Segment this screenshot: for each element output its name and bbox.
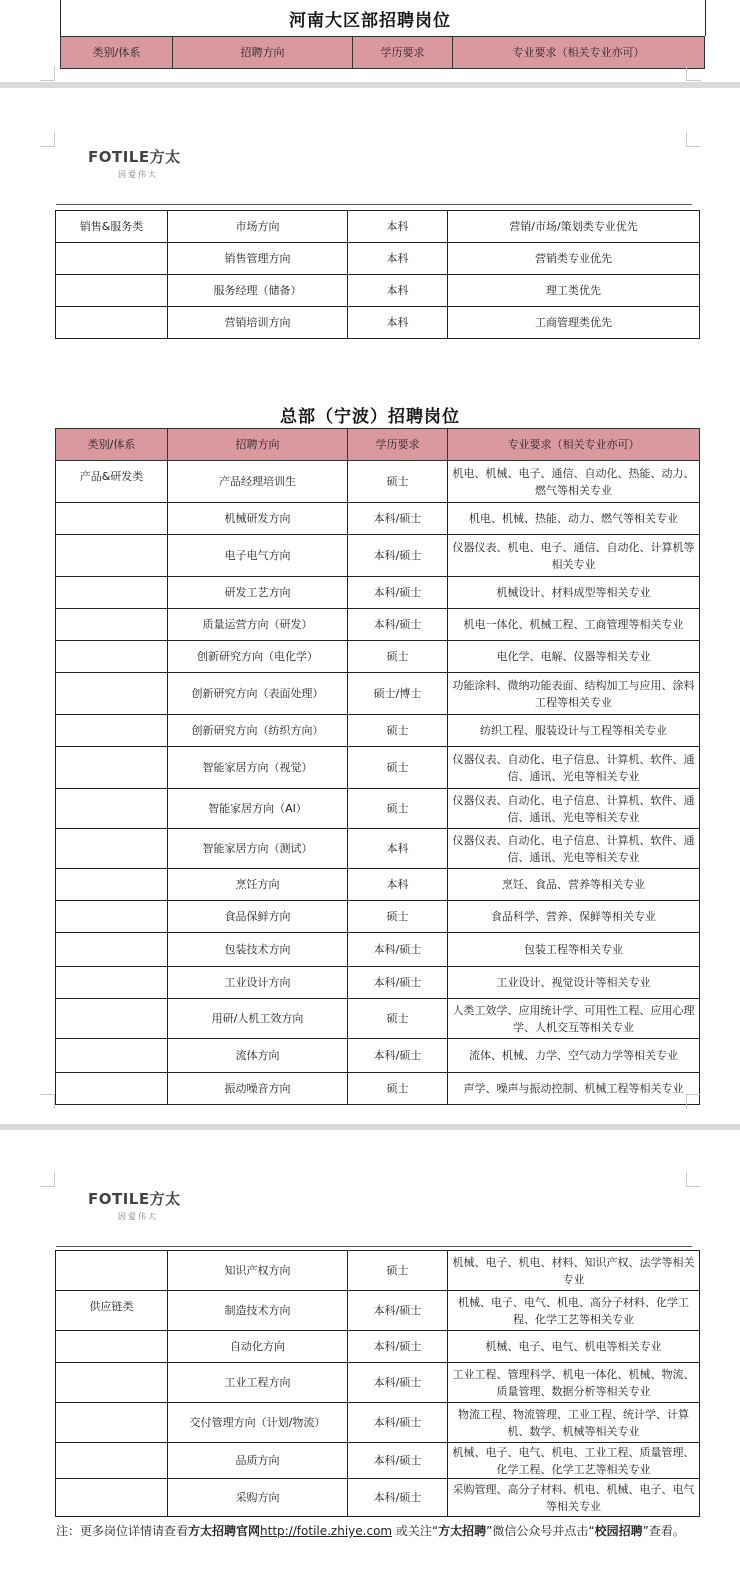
cell-education: 本科 <box>348 243 448 275</box>
cell-category <box>56 275 168 307</box>
table-row <box>56 535 700 577</box>
cell-education: 本科/硕士 <box>348 967 448 999</box>
cell-category <box>56 1251 168 1291</box>
footnote-prefix: 注：更多岗位详情请查看 <box>56 1524 189 1538</box>
header-rule <box>56 204 692 205</box>
cell-direction: 创新研究方向（电化学） <box>168 641 348 673</box>
cell-major: 人类工效学、应用统计学、可用性工程、应用心理学、人机交互等相关专业 <box>448 999 700 1039</box>
henan-header-table <box>60 36 705 69</box>
cell-direction: 知识产权方向 <box>168 1251 348 1291</box>
cell-direction: 创新研究方向（表面处理） <box>168 673 348 715</box>
cell-education: 本科/硕士 <box>348 1363 448 1403</box>
cell-category <box>56 307 168 339</box>
cell-category <box>56 641 168 673</box>
table-row <box>56 869 700 901</box>
cell-major: 声学、噪声与振动控制、机械工程等相关专业 <box>448 1073 700 1105</box>
cell-education: 硕士 <box>348 1073 448 1105</box>
table-row <box>56 967 700 999</box>
table-row <box>56 211 700 243</box>
cell-category <box>56 577 168 609</box>
table-row <box>56 999 700 1039</box>
cell-education: 硕士 <box>348 461 448 503</box>
cell-direction: 市场方向 <box>168 211 348 243</box>
cell-major: 机电、机械、电子、通信、自动化、热能、动力、燃气等相关专业 <box>448 461 700 503</box>
cell-category <box>56 999 168 1039</box>
cell-education: 本科/硕士 <box>348 609 448 641</box>
cell-major: 工业工程、管理科学、机电一体化、机械、物流、质量管理、数据分析等相关专业 <box>448 1363 700 1403</box>
cell-direction: 品质方向 <box>168 1443 348 1479</box>
cell-category <box>56 901 168 933</box>
cell-category <box>56 789 168 829</box>
page-corner-mark <box>40 1094 55 1109</box>
cell-direction: 销售管理方向 <box>168 243 348 275</box>
page-corner-mark <box>40 132 55 147</box>
cell-education: 本科/硕士 <box>348 1291 448 1331</box>
recruit-site-link[interactable]: http://fotile.zhiye.com <box>260 1524 393 1538</box>
cell-direction: 包装技术方向 <box>168 933 348 967</box>
cell-education: 本科/硕士 <box>348 1331 448 1363</box>
henan-header-row <box>61 37 705 69</box>
cell-direction: 智能家居方向（测试） <box>168 829 348 869</box>
table-row <box>56 1479 700 1517</box>
table-row <box>56 1403 700 1443</box>
cell-education: 本科 <box>348 869 448 901</box>
cell-major: 仪器仪表、机电、电子、通信、自动化、计算机等相关专业 <box>448 535 700 577</box>
cell-direction: 服务经理（储备） <box>168 275 348 307</box>
cell-category <box>56 715 168 747</box>
page-separator <box>0 82 740 88</box>
table-row <box>56 1331 700 1363</box>
cell-direction: 振动噪音方向 <box>168 1073 348 1105</box>
cell-major: 机械、电子、机电、材料、知识产权、法学等相关专业 <box>448 1251 700 1291</box>
header-category: 类别/体系 <box>56 429 168 461</box>
fotile-logo <box>88 146 181 180</box>
table-row <box>56 673 700 715</box>
cell-education: 硕士 <box>348 789 448 829</box>
footnote-site-name: 方太招聘官网 <box>188 1524 261 1538</box>
cell-major: 包装工程等相关专业 <box>448 933 700 967</box>
hq-header-row <box>56 429 700 461</box>
cell-category <box>56 1331 168 1363</box>
cell-education: 硕士 <box>348 715 448 747</box>
cell-direction: 用研/人机工效方向 <box>168 999 348 1039</box>
page-corner-mark <box>40 66 55 81</box>
page-corner-mark <box>686 1094 701 1109</box>
table-row <box>56 789 700 829</box>
cell-category <box>56 1039 168 1073</box>
cell-education: 本科/硕士 <box>348 535 448 577</box>
cell-category: 产品&研发类 <box>56 461 168 503</box>
cell-direction: 采购方向 <box>168 1479 348 1517</box>
cell-education: 本科/硕士 <box>348 503 448 535</box>
table-row <box>56 609 700 641</box>
fotile-logo <box>88 1188 181 1222</box>
cell-major: 营销/市场/策划类专业优先 <box>448 211 700 243</box>
cell-category <box>56 933 168 967</box>
sales-table <box>55 210 700 339</box>
header-direction: 招聘方向 <box>173 37 353 69</box>
table-row <box>56 1251 700 1291</box>
cell-category <box>56 535 168 577</box>
footnote-mid: 或关注“ <box>392 1524 439 1538</box>
table-row <box>56 1363 700 1403</box>
page-corner-mark <box>686 1172 701 1187</box>
footnote-campus: 校园招聘 <box>594 1524 643 1538</box>
cell-major: 机械、电子、电气、机电等相关专业 <box>448 1331 700 1363</box>
page-corner-mark <box>686 66 701 81</box>
table-row <box>56 1443 700 1479</box>
cell-direction: 营销培训方向 <box>168 307 348 339</box>
cell-direction: 电子电气方向 <box>168 535 348 577</box>
cell-education: 硕士 <box>348 999 448 1039</box>
cell-education: 硕士 <box>348 747 448 789</box>
cell-education: 本科/硕士 <box>348 933 448 967</box>
header-major: 专业要求（相关专业亦可） <box>448 429 700 461</box>
table-row <box>56 747 700 789</box>
cell-education: 本科/硕士 <box>348 1403 448 1443</box>
cell-category <box>56 1363 168 1403</box>
cell-direction: 烹饪方向 <box>168 869 348 901</box>
cell-major: 采购管理、高分子材料、机电、机械、电子、电气等相关专业 <box>448 1479 700 1517</box>
cell-major: 纺织工程、服装设计与工程等相关专业 <box>448 715 700 747</box>
page-separator <box>0 1124 740 1130</box>
cell-category <box>56 503 168 535</box>
cell-category <box>56 967 168 999</box>
cell-direction: 产品经理培训生 <box>168 461 348 503</box>
cell-category <box>56 1443 168 1479</box>
cell-direction: 制造技术方向 <box>168 1291 348 1331</box>
cell-major: 工业设计、视觉设计等相关专业 <box>448 967 700 999</box>
supply-table <box>55 1250 700 1517</box>
header-education: 学历要求 <box>348 429 448 461</box>
logo-main-text: FOTILE方太 <box>88 1190 181 1208</box>
cell-major: 理工类优先 <box>448 275 700 307</box>
cell-direction: 自动化方向 <box>168 1331 348 1363</box>
footnote-mid2: ”微信公众号并点击“ <box>486 1524 595 1538</box>
cell-category <box>56 243 168 275</box>
cell-education: 本科 <box>348 829 448 869</box>
cell-category: 销售&服务类 <box>56 211 168 243</box>
cell-direction: 工业设计方向 <box>168 967 348 999</box>
cell-education: 硕士/博士 <box>348 673 448 715</box>
hq-table <box>55 428 700 1105</box>
cell-major: 食品科学、营养、保鲜等相关专业 <box>448 901 700 933</box>
logo-main-text: FOTILE方太 <box>88 148 181 166</box>
cell-direction: 智能家居方向（视觉） <box>168 747 348 789</box>
cell-major: 机械、电子、电气、机电、工业工程、质量管理、化学工程、化学工艺等相关专业 <box>448 1443 700 1479</box>
footnote-wechat: 方太招聘 <box>438 1524 487 1538</box>
page-corner-mark <box>40 1172 55 1187</box>
cell-major: 流体、机械、力学、空气动力学等相关专业 <box>448 1039 700 1073</box>
cell-education: 本科/硕士 <box>348 1039 448 1073</box>
cell-direction: 研发工艺方向 <box>168 577 348 609</box>
cell-major: 营销类专业优先 <box>448 243 700 275</box>
cell-direction: 机械研发方向 <box>168 503 348 535</box>
cell-direction: 交付管理方向（计划/物流） <box>168 1403 348 1443</box>
cell-direction: 质量运营方向（研发） <box>168 609 348 641</box>
cell-major: 机械、电子、电气、机电、高分子材料、化学工程、化学工艺等相关专业 <box>448 1291 700 1331</box>
cell-major: 烹饪、食品、营养等相关专业 <box>448 869 700 901</box>
cell-education: 硕士 <box>348 901 448 933</box>
cell-category <box>56 829 168 869</box>
cell-major: 工商管理类优先 <box>448 307 700 339</box>
footnote-suffix: ”查看。 <box>642 1524 685 1538</box>
header-major: 专业要求（相关专业亦可） <box>453 37 705 69</box>
table-row <box>56 933 700 967</box>
table-row <box>56 1073 700 1105</box>
footnote <box>56 1521 716 1541</box>
cell-category: 供应链类 <box>56 1291 168 1331</box>
cell-education: 本科 <box>348 211 448 243</box>
cell-category <box>56 1403 168 1443</box>
cell-major: 功能涂料、微纳功能表面、结构加工与应用、涂料工程等相关专业 <box>448 673 700 715</box>
cell-education: 本科/硕士 <box>348 577 448 609</box>
table-row <box>56 307 700 339</box>
cell-major: 机械设计、材料成型等相关专业 <box>448 577 700 609</box>
table-row <box>56 829 700 869</box>
cell-major: 电化学、电解、仪器等相关专业 <box>448 641 700 673</box>
logo-slogan: 因爱伟大 <box>118 1212 158 1221</box>
logo-slogan: 因爱伟大 <box>118 170 158 179</box>
cell-major: 机电、机械、热能、动力、燃气等相关专业 <box>448 503 700 535</box>
header-category: 类别/体系 <box>61 37 173 69</box>
page-corner-mark <box>686 132 701 147</box>
table-row <box>56 641 700 673</box>
cell-major: 机电一体化、机械工程、工商管理等相关专业 <box>448 609 700 641</box>
table-row <box>56 1291 700 1331</box>
cell-direction: 创新研究方向（纺织方向） <box>168 715 348 747</box>
table-row <box>56 1039 700 1073</box>
cell-education: 本科 <box>348 275 448 307</box>
cell-education: 本科/硕士 <box>348 1443 448 1479</box>
hq-title: 总部（宁波）招聘岗位 <box>280 407 460 427</box>
table-row <box>56 577 700 609</box>
cell-category <box>56 747 168 789</box>
header-direction: 招聘方向 <box>168 429 348 461</box>
cell-category <box>56 869 168 901</box>
cell-major: 仪器仪表、自动化、电子信息、计算机、软件、通信、通讯、光电等相关专业 <box>448 829 700 869</box>
table-row <box>56 243 700 275</box>
cell-major: 仪器仪表、自动化、电子信息、计算机、软件、通信、通讯、光电等相关专业 <box>448 789 700 829</box>
table-row <box>56 275 700 307</box>
cell-category <box>56 673 168 715</box>
cell-direction: 智能家居方向（AI） <box>168 789 348 829</box>
cell-major: 仪器仪表、自动化、电子信息、计算机、软件、通信、通讯、光电等相关专业 <box>448 747 700 789</box>
cell-education: 本科 <box>348 307 448 339</box>
cell-major: 物流工程、物流管理、工业工程、统计学、计算机、数学、机械等相关专业 <box>448 1403 700 1443</box>
table-row <box>56 461 700 503</box>
table-row <box>56 901 700 933</box>
header-education: 学历要求 <box>353 37 453 69</box>
cell-education: 本科/硕士 <box>348 1479 448 1517</box>
header-rule <box>56 1246 692 1247</box>
cell-direction: 工业工程方向 <box>168 1363 348 1403</box>
cell-direction: 流体方向 <box>168 1039 348 1073</box>
table-row <box>56 503 700 535</box>
cell-education: 硕士 <box>348 641 448 673</box>
cell-education: 硕士 <box>348 1251 448 1291</box>
cell-category <box>56 1073 168 1105</box>
cell-category <box>56 1479 168 1517</box>
table-row <box>56 715 700 747</box>
cell-direction: 食品保鲜方向 <box>168 901 348 933</box>
cell-category <box>56 609 168 641</box>
henan-title: 河南大区部招聘岗位 <box>289 11 451 31</box>
